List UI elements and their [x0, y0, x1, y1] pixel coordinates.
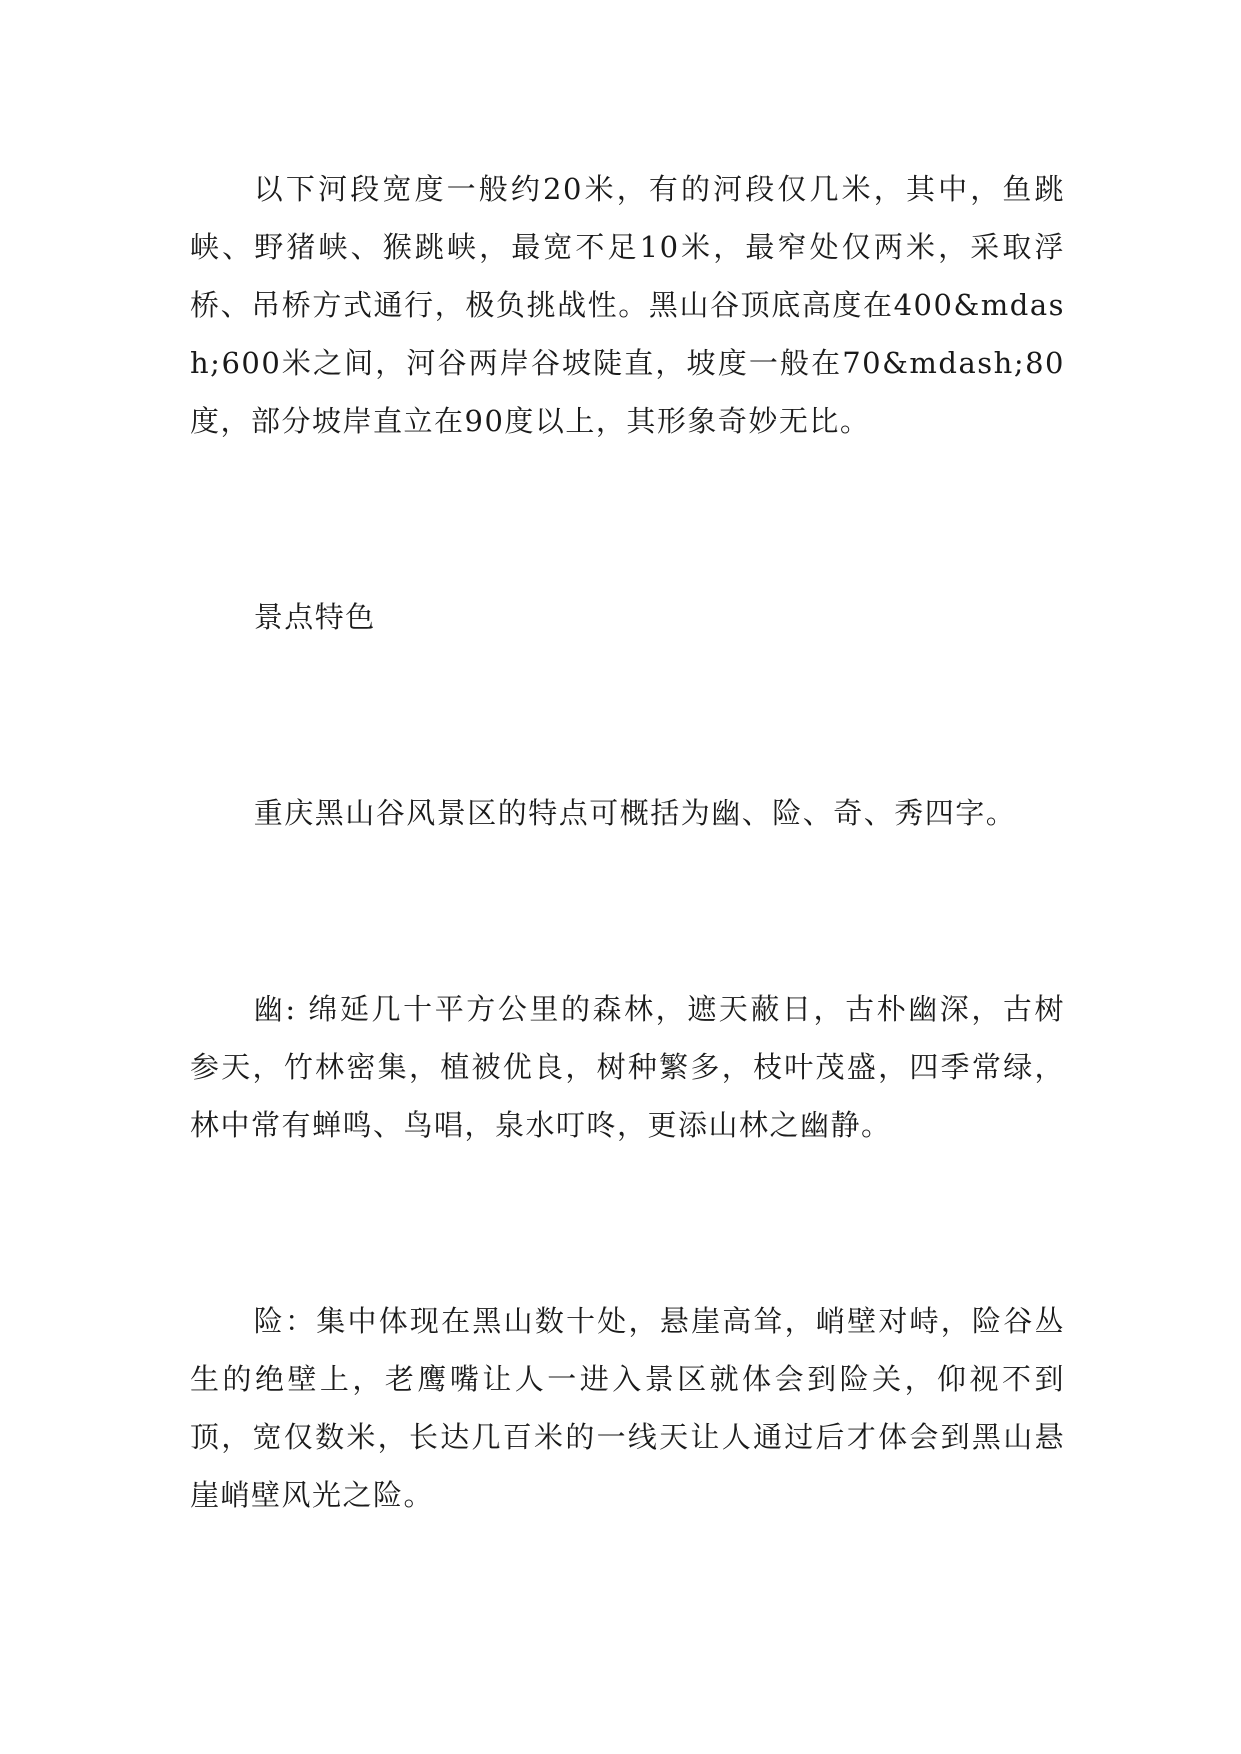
- paragraph-xian: 险：集中体现在黑山数十处，悬崖高耸，峭壁对峙，险谷丛生的绝壁上，老鹰嘴让人一进入景区就体会到险关，仰视不到顶，宽仅数米，长达几百米的一线天让人通过后才体会到黑山悬崖峭壁风光之险。: [190, 1304, 1065, 1512]
- spacer: [190, 842, 1065, 980]
- paragraph-you: 幽: 绵延几十平方公里的森林，遮天蔽日，古朴幽深，古树参天，竹林密集，植被优良，树种繁多，枝叶茂盛，四季常绿，林中常有蝉鸣、鸟唱，泉水叮咚，更添山林之幽静。: [190, 992, 1065, 1142]
- paragraph-river-width: 以下河段宽度一般约20米，有的河段仅几米，其中，鱼跳峡、野猪峡、猴跳峡，最宽不足10米，最窄处仅两米，采取浮桥、吊桥方式通行，极负挑战性。黑山谷顶底高度在400&mdash;600米之间，河谷两岸谷坡陡直，坡度一般在70&mdash;80度，部分坡岸直立在90度以上，其形象奇妙无比。: [190, 172, 1065, 438]
- spacer: [190, 450, 1065, 588]
- spacer: [190, 646, 1065, 784]
- document-body: [190, 160, 1065, 1524]
- spacer: [190, 1154, 1065, 1292]
- section-heading: 景点特色: [253, 600, 376, 634]
- paragraph-features: 重庆黑山谷风景区的特点可概括为幽、险、奇、秀四字。: [253, 796, 1017, 830]
